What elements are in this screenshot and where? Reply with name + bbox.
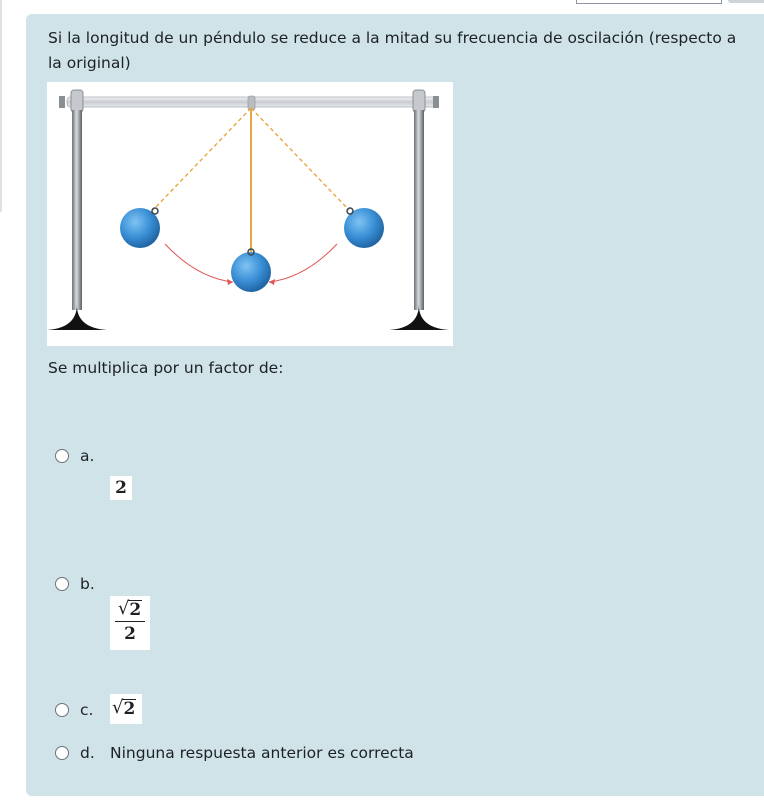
left-base xyxy=(47,304,107,330)
arrow-left-head xyxy=(227,279,233,285)
bob-center xyxy=(231,252,271,292)
left-divider xyxy=(0,0,2,212)
option-c-letter: c. xyxy=(80,701,94,719)
option-d-radio[interactable] xyxy=(55,746,69,760)
option-c-radio[interactable] xyxy=(55,703,69,717)
pendulum-illustration-icon xyxy=(47,82,453,346)
right-base xyxy=(389,304,449,330)
left-cap xyxy=(59,96,65,108)
arc-left xyxy=(165,244,233,282)
option-b-radio[interactable] xyxy=(55,577,69,591)
radical-sign-icon: √ xyxy=(117,598,130,619)
left-pole xyxy=(72,110,82,310)
option-a-letter: a. xyxy=(80,447,95,465)
top-tab[interactable] xyxy=(576,0,722,4)
option-a-radio[interactable] xyxy=(55,449,69,463)
option-b-sqrt xyxy=(118,598,142,620)
option-b-math xyxy=(110,596,150,650)
right-pole-top xyxy=(413,90,425,112)
option-d-text: Ninguna respuesta anterior es correcta xyxy=(110,744,414,762)
bob-left-hook xyxy=(152,208,158,214)
option-c-math xyxy=(110,694,142,724)
option-c-sqrt xyxy=(112,697,136,719)
arc-right xyxy=(269,244,337,282)
option-b-denominator: 2 xyxy=(124,624,136,644)
option-a-math xyxy=(110,476,132,500)
option-d-letter: d. xyxy=(80,744,95,762)
string-left xyxy=(153,108,251,210)
question-prompt: Se multiplica por un factor de: xyxy=(48,359,284,377)
question-text: Si la longitud de un péndulo se reduce a la mitad su frecuencia de oscilación (respecto a la original) xyxy=(48,29,737,72)
left-pole-top xyxy=(71,90,83,112)
option-b-letter: b. xyxy=(80,575,95,593)
right-cap xyxy=(433,96,439,108)
option-b-fraction xyxy=(110,596,150,644)
string-right xyxy=(251,108,349,210)
option-c-radicand: 2 xyxy=(123,699,136,719)
radical-sign-icon: √ xyxy=(112,697,124,718)
bob-right-hook xyxy=(347,208,353,214)
arrow-right-head xyxy=(269,279,275,285)
option-b-radicand: 2 xyxy=(129,600,142,620)
pendulum-figure xyxy=(47,82,453,346)
option-b-numerator xyxy=(115,598,145,622)
top-tab-secondary[interactable] xyxy=(728,0,764,3)
question-card xyxy=(26,14,764,796)
option-a-value: 2 xyxy=(115,478,127,498)
right-pole xyxy=(414,110,424,310)
